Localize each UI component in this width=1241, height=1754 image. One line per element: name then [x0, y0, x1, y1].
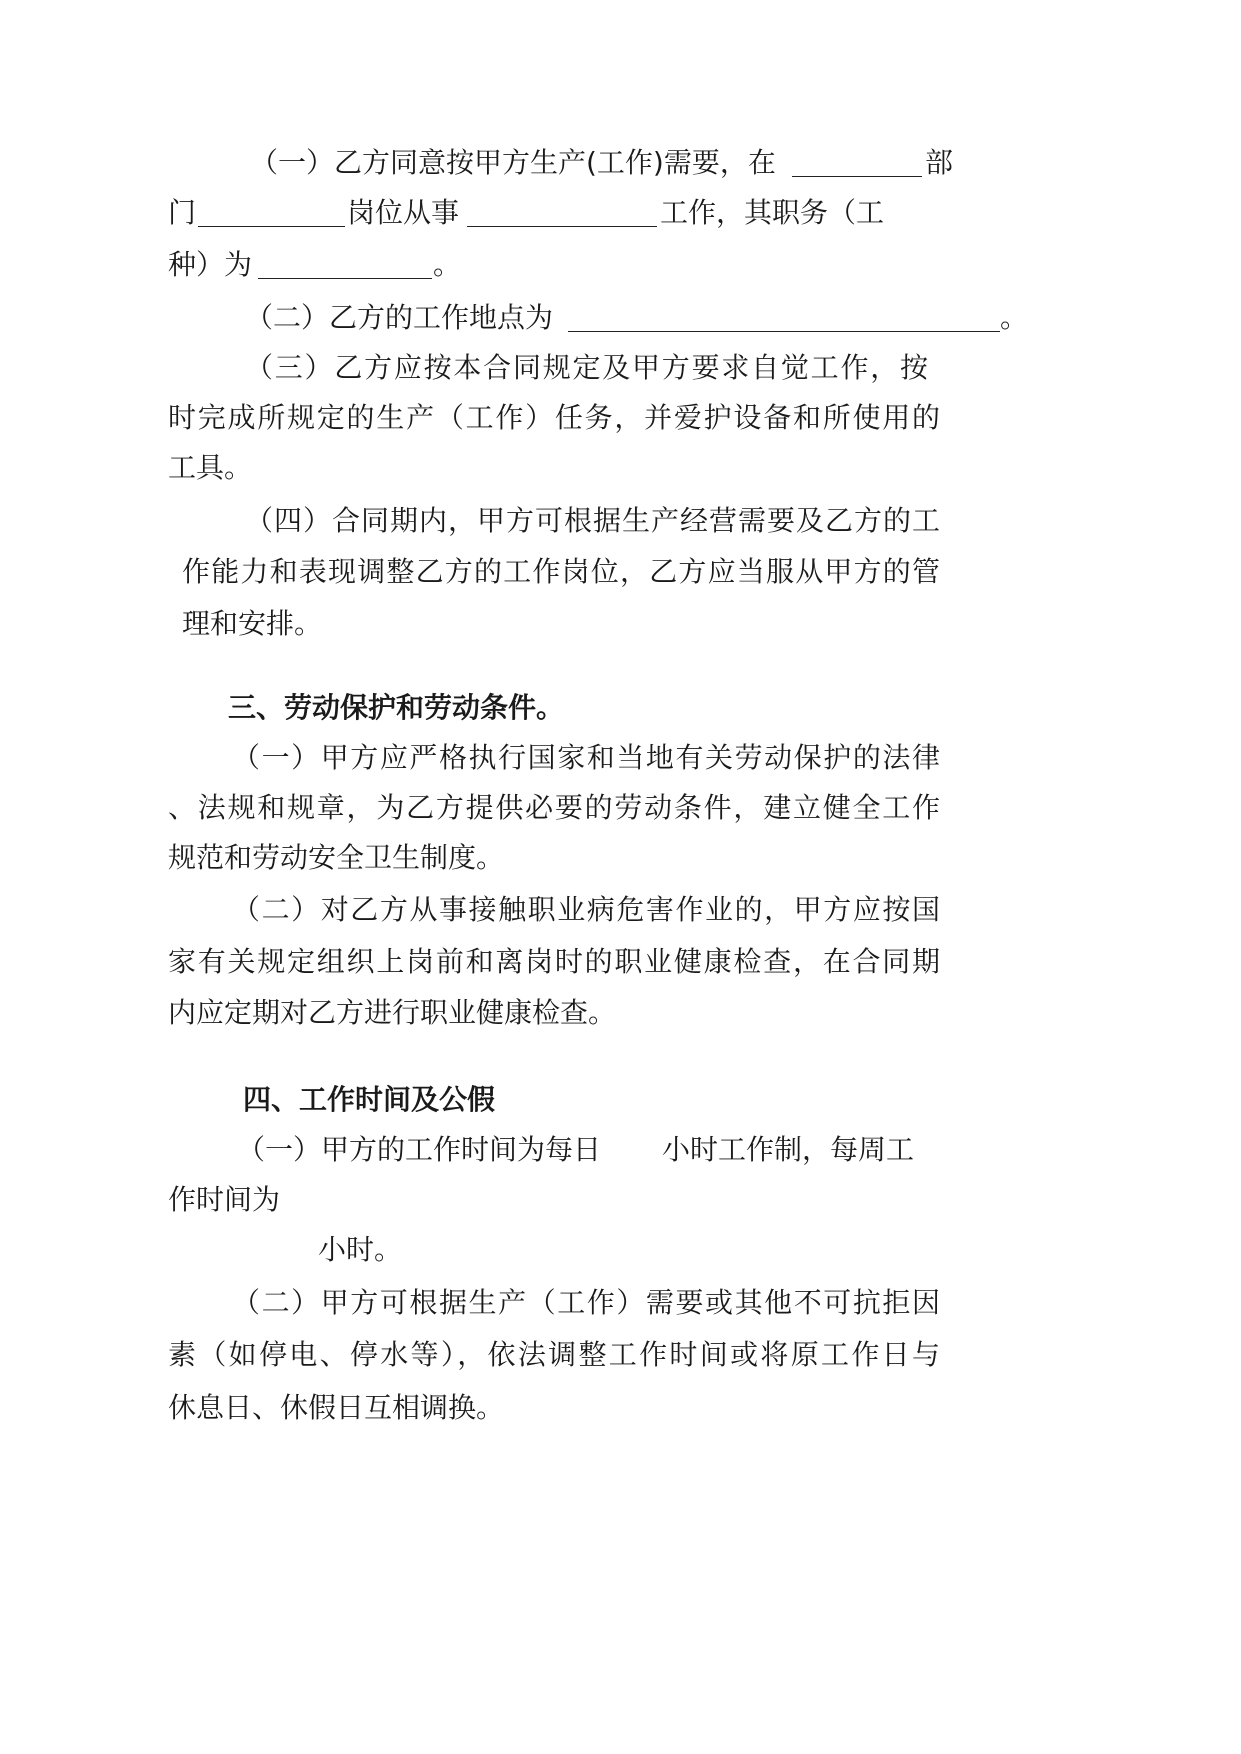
clause-2-3-line-2: 时完成所规定的生产（工作）任务，并爱护设备和所使用的 [168, 401, 940, 434]
clause-2-1-line-3-end: 。 [433, 248, 462, 281]
clause-3-2-line-3: 内应定期对乙方进行职业健康检查。 [168, 996, 617, 1029]
clause-4-1-line-1-start: （一）甲方的工作时间为每日 [237, 1133, 602, 1166]
clause-2-1-line-2-start: 门 [168, 196, 197, 229]
clause-4-1-line-2: 作时间为 [168, 1183, 281, 1216]
clause-2-2-end: 。 [1000, 301, 1029, 334]
clause-4-1-line-1-end: 小时工作制，每周工 [662, 1133, 915, 1166]
clause-2-1-line-3-start: 种）为 [168, 248, 253, 281]
clause-4-2-line-1: （二）甲方可根据生产（工作）需要或其他不可抗拒因 [232, 1286, 940, 1319]
blank-post [198, 226, 345, 227]
blank-work-location [568, 331, 1000, 332]
clause-2-1-line-2-mid: 岗位从事 [347, 196, 460, 229]
clause-2-4-line-3: 理和安排。 [182, 607, 323, 640]
clause-2-1-line-2-end: 工作，其职务（工 [660, 196, 885, 229]
blank-department [792, 176, 922, 177]
clause-2-1-line-1: （一）乙方同意按甲方生产(工作)需要，在 [250, 146, 776, 179]
clause-3-1-line-3: 规范和劳动安全卫生制度。 [168, 841, 505, 874]
blank-job-title [258, 278, 432, 279]
clause-2-3-line-3: 工具。 [168, 451, 253, 484]
blank-work-type [467, 226, 657, 227]
clause-4-1-line-3: 小时。 [318, 1233, 403, 1266]
clause-3-1-line-1: （一）甲方应严格执行国家和当地有关劳动保护的法律 [232, 741, 940, 774]
clause-2-3-line-1: （三）乙方应按本合同规定及甲方要求自觉工作，按 [245, 351, 928, 384]
section-3-heading: 三、劳动保护和劳动条件。 [228, 691, 565, 724]
clause-2-4-line-1: （四）合同期内，甲方可根据生产经营需要及乙方的工 [245, 504, 940, 537]
clause-3-1-line-2: 、法规和规章，为乙方提供必要的劳动条件，建立健全工作 [168, 791, 940, 824]
clause-2-2-text: （二）乙方的工作地点为 [245, 301, 554, 334]
clause-3-2-line-2: 家有关规定组织上岗前和离岗时的职业健康检查，在合同期 [168, 945, 940, 978]
clause-2-4-line-2: 作能力和表现调整乙方的工作岗位，乙方应当服从甲方的管 [182, 555, 940, 588]
clause-4-2-line-2: 素（如停电、停水等），依法调整工作时间或将原工作日与 [168, 1338, 940, 1371]
clause-4-2-line-3: 休息日、休假日互相调换。 [168, 1391, 505, 1424]
clause-3-2-line-1: （二）对乙方从事接触职业病危害作业的，甲方应按国 [232, 893, 940, 926]
section-4-heading: 四、工作时间及公假 [243, 1083, 496, 1116]
clause-2-1-department-suffix: 部 [925, 146, 954, 179]
